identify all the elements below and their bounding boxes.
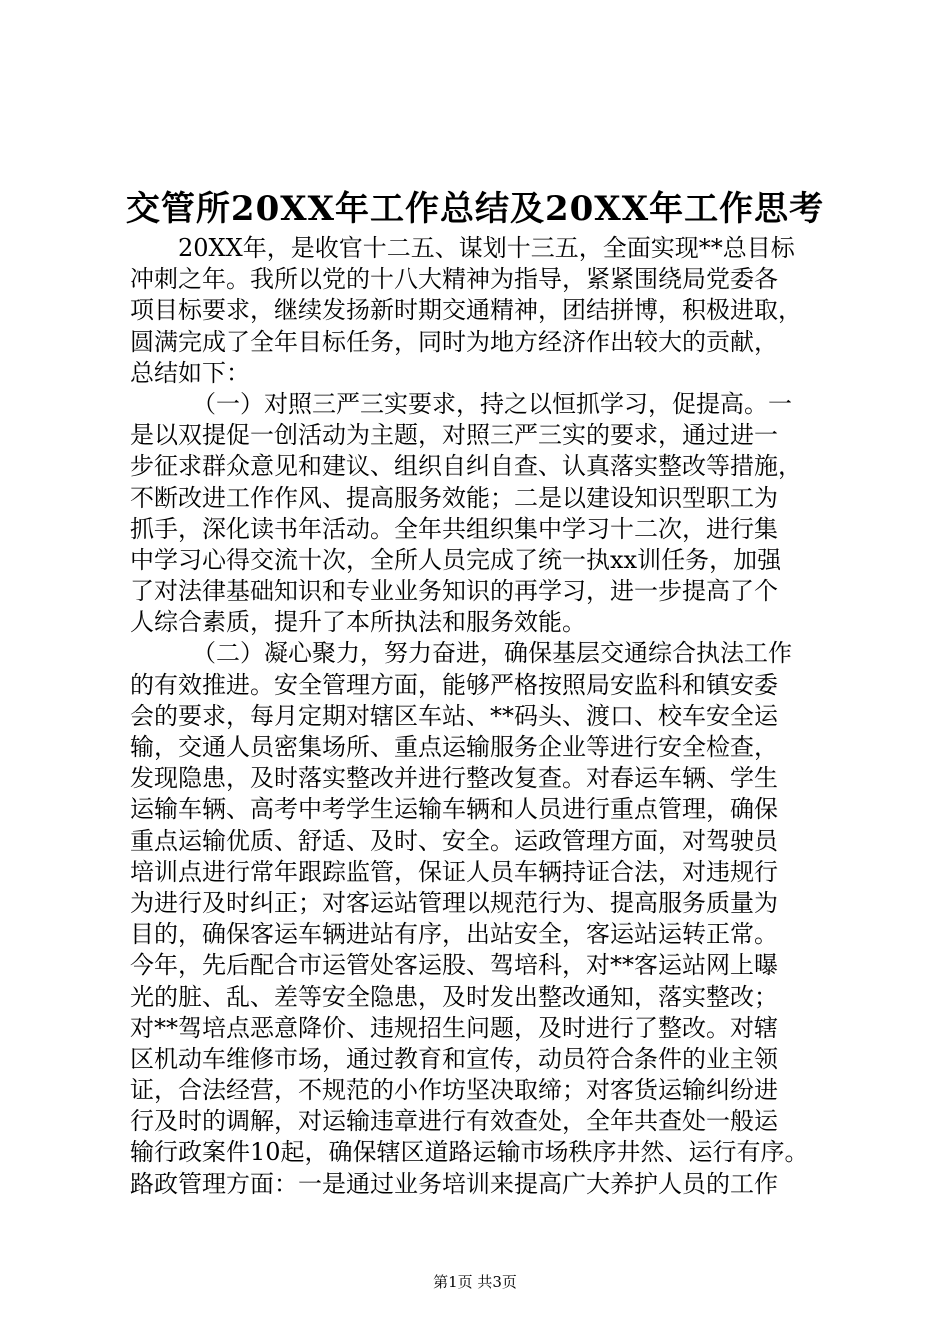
body-line: 对**驾培点恶意降价、违规招生问题，及时进行了整改。对辖 — [130, 1013, 778, 1042]
body-line: 会的要求，每月定期对辖区车站、**码头、渡口、校车安全运 — [130, 701, 778, 730]
document-body — [130, 233, 830, 1200]
body-line: 项目标要求，继续发扬新时期交通精神，团结拼博，积极进取， — [130, 296, 802, 325]
body-line: 人综合素质，提升了本所执法和服务效能。 — [130, 608, 586, 637]
body-line: 区机动车维修市场，通过教育和宣传，动员符合条件的业主领 — [130, 1044, 778, 1073]
body-line: 今年，先后配合市运管处客运股、驾培科，对**客运站网上曝 — [130, 951, 778, 980]
body-line: 中学习心得交流十次，全所人员完成了统一执xx训任务，加强 — [130, 545, 782, 574]
body-line: 行及时的调解，对运输违章进行有效查处，全年共查处一般运 — [130, 1107, 778, 1136]
document-title: 交管所20XX年工作总结及20XX年工作思考 — [125, 189, 825, 229]
body-line: 目的，确保客运车辆进站有序，出站安全，客运站运转正常。 — [130, 920, 778, 949]
body-line: 是以双提促一创活动为主题，对照三严三实的要求，通过进一 — [130, 421, 778, 450]
body-line: 的有效推进。安全管理方面，能够严格按照局安监科和镇安委 — [130, 670, 778, 699]
body-line: 抓手，深化读书年活动。全年共组织集中学习十二次，进行集 — [130, 514, 778, 543]
body-line: （一）对照三严三实要求，持之以恒抓学习，促提高。一 — [192, 389, 792, 418]
body-line: 培训点进行常年跟踪监管，保证人员车辆持证合法，对违规行 — [130, 857, 778, 886]
body-line: 输，交通人员密集场所、重点运输服务企业等进行安全检查， — [130, 733, 778, 761]
body-line: 20XX年，是收官十二五、谋划十三五，全面实现**总目标 — [178, 234, 795, 262]
body-line: 总结如下： — [130, 358, 250, 387]
page-footer: 第1页 共3页 — [433, 1273, 517, 1291]
body-line: 了对法律基础知识和专业业务知识的再学习，进一步提高了个 — [130, 577, 778, 606]
body-line: 路政管理方面：一是通过业务培训来提高广大养护人员的工作 — [130, 1169, 778, 1198]
body-line: 运输车辆、高考中考学生运输车辆和人员进行重点管理，确保 — [130, 795, 778, 824]
body-line: （二）凝心聚力，努力奋进，确保基层交通综合执法工作 — [192, 639, 792, 668]
body-line: 光的脏、乱、差等安全隐患，及时发出整改通知，落实整改； — [130, 982, 778, 1011]
body-line: 证，合法经营，不规范的小作坊坚决取缔；对客货运输纠纷进 — [130, 1076, 778, 1105]
body-line: 圆满完成了全年目标任务，同时为地方经济作出较大的贡献， — [130, 327, 778, 356]
body-line: 不断改进工作作风、提高服务效能；二是以建设知识型职工为 — [130, 483, 778, 512]
body-line: 为进行及时纠正；对客运站管理以规范行为、提高服务质量为 — [130, 888, 778, 917]
body-line: 发现隐患，及时落实整改并进行整改复查。对春运车辆、学生 — [130, 764, 778, 793]
body-line: 输行政案件10起，确保辖区道路运输市场秩序井然、运行有序。 — [130, 1138, 809, 1167]
body-line: 冲刺之年。我所以党的十八大精神为指导，紧紧围绕局党委各 — [130, 265, 778, 294]
body-line: 重点运输优质、舒适、及时、安全。运政管理方面，对驾驶员 — [130, 826, 778, 855]
body-line: 步征求群众意见和建议、组织自纠自查、认真落实整改等措施， — [130, 452, 802, 481]
